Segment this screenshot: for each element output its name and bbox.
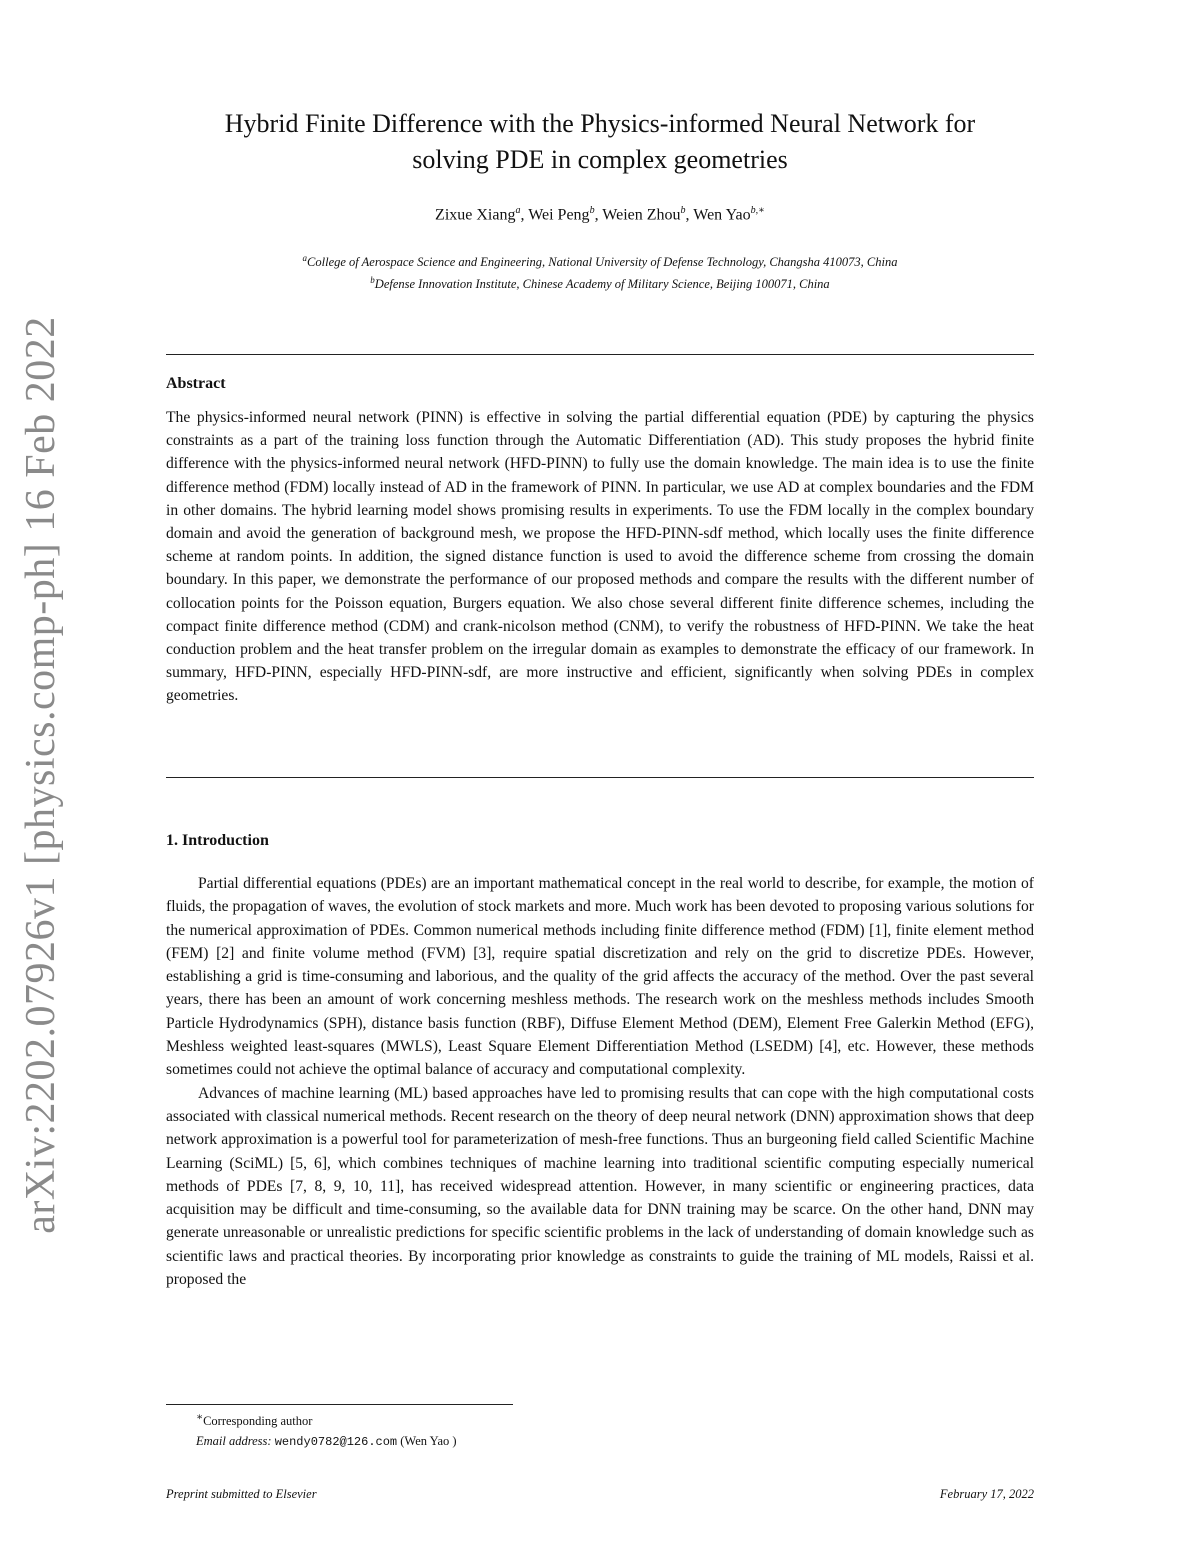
author-name: Wen Yao <box>693 206 751 224</box>
author-affil-marker: b <box>680 205 686 216</box>
email-note <box>166 1431 1034 1452</box>
abstract-bottom-rule <box>166 777 1034 778</box>
author-name: Zixue Xiang <box>435 206 516 224</box>
affiliation-list <box>166 249 1034 293</box>
section-heading-introduction: 1. Introduction <box>166 832 269 849</box>
email-label: Email address: <box>196 1434 272 1449</box>
author-affil-marker: b <box>589 205 595 216</box>
affiliation-item <box>166 249 1034 271</box>
introduction-body <box>166 872 1034 1291</box>
footnote-marker: ∗ <box>196 1412 204 1423</box>
arxiv-stamp-text: arXiv:2202.07926v1 [physics.comp-ph] 16 Feb 2022 <box>18 316 64 1234</box>
footer-preprint-note: Preprint submitted to Elsevier <box>166 1487 317 1501</box>
author-affil-marker: a <box>515 205 521 216</box>
body-paragraph: Partial differential equations (PDEs) are an important mathematical concept in the real world to describe, for example, the motion of fluids, the propagation of waves, the evolution of stock markets and more. Much work has been devoted to proposing various solutions for the numerical approximation of PDEs. Common numerical methods including finite difference method (FDM) [1], finite element method (FEM) [2] and finite volume method (FVM) [3], require spatial discretization and rely on the grid to discretize PDEs. However, establishing a grid is time-consuming and laborious, and the quality of the grid affects the accuracy of the method. Over the past several years, there has been an amount of work concerning meshless methods. The research work on the meshless methods includes Smooth Particle Hydrodynamics (SPH), distance basis function (RBF), Diffuse Element Method (DEM), Element Free Galerkin Method (EFG), Meshless weighted least-squares (MWLS), Least Square Element Differentiation Method (LSEDM) [4], etc. However, these methods sometimes could not achieve the optimal balance of accuracy and computational complexity. <box>166 875 1034 1079</box>
email-address[interactable]: wendy0782@126.com <box>274 1435 398 1450</box>
footnotes <box>166 1408 1034 1452</box>
affiliation-marker: a <box>302 253 308 263</box>
affiliation-text: Defense Innovation Institute, Chinese Academy of Military Science, Beijing 100071, China <box>374 277 830 292</box>
corresponding-author-note <box>166 1408 1034 1431</box>
affiliation-text: College of Aerospace Science and Engineering, National University of Defense Technology, Changsha 410073, China <box>307 255 898 270</box>
author-affil-marker: b,∗ <box>750 205 765 216</box>
body-paragraph: Advances of machine learning (ML) based approaches have led to promising results that can cope with the high computational costs associated with classical numerical methods. Recent research on the theory of deep neural network (DNN) approximation shows that deep network approximation is a powerful tool for parameterization of mesh-free functions. Thus an burgeoning field called Scientific Machine Learning (SciML) [5, 6], which combines techniques of machine learning into traditional scientific computing especially numerical methods of PDEs [7, 8, 9, 10, 11], has received widespread attention. However, in many scientific or engineering practices, data acquisition may be difficult and time-consuming, so the available data for DNN training may be scarce. On the other hand, DNN may generate unreasonable or unrealistic predictions for specific scientific problems in the lack of understanding of domain knowledge such as scientific laws and practical theories. By incorporating prior knowledge as constraints to guide the training of ML models, Raissi et al. proposed the <box>166 1084 1034 1289</box>
title-line-2: solving PDE in complex geometries <box>412 145 788 174</box>
author-list: Zixue Xiang$^a$, Wei Peng$^b$, Weien Zhou$^b$, Wen Yao$^{b,∗}$ <box>435 205 765 224</box>
abstract-heading: Abstract <box>166 375 226 392</box>
paper-title <box>166 106 1034 178</box>
corresponding-author-label: Corresponding author <box>203 1414 313 1429</box>
title-line-1: Hybrid Finite Difference with the Physics-informed Neural Network for <box>224 109 976 138</box>
abstract-body: The physics-informed neural network (PINN) is effective in solving the partial differential equation (PDE) by capturing the physics constraints as a part of the training loss function through the Automatic Differentiation (AD). This study proposes the hybrid finite difference with the physics-informed neural network (HFD-PINN) to fully use the domain knowledge. The main idea is to use the finite difference method (FDM) locally instead of AD in the framework of PINN. In particular, we use AD at complex boundaries and the FDM in other domains. The hybrid learning model shows promising results in experiments. To use the FDM locally in the complex boundary domain and avoid the generation of background mesh, we propose the HFD-PINN-sdf method, which locally uses the finite difference scheme at random points. In addition, the signed distance function is used to avoid the difference scheme from crossing the domain boundary. In this paper, we demonstrate the performance of our proposed methods and compare the results with the different number of collocation points for the Poisson equation, Burgers equation. We also chose several different finite difference schemes, including the compact finite difference method (CDM) and crank-nicolson method (CNM), to verify the robustness of HFD-PINN. We take the heat conduction problem and the heat transfer problem on the irregular domain as examples to demonstrate the efficacy of our framework. In summary, HFD-PINN, especially HFD-PINN-sdf, are more instructive and efficient, significantly when solving PDEs in complex geometries. <box>166 409 1034 705</box>
author-name: Wei Peng <box>528 206 590 224</box>
affiliation-marker: b <box>370 275 375 286</box>
author-name: Weien Zhou <box>602 206 681 224</box>
footer-date: February 17, 2022 <box>939 1487 1034 1501</box>
email-owner: (Wen Yao ) <box>400 1434 457 1449</box>
affiliation-item <box>166 271 1034 293</box>
footnote-rule <box>166 1404 513 1405</box>
arxiv-stamp <box>12 316 70 1234</box>
abstract-top-rule <box>166 354 1034 355</box>
page-footer <box>166 1487 1034 1502</box>
